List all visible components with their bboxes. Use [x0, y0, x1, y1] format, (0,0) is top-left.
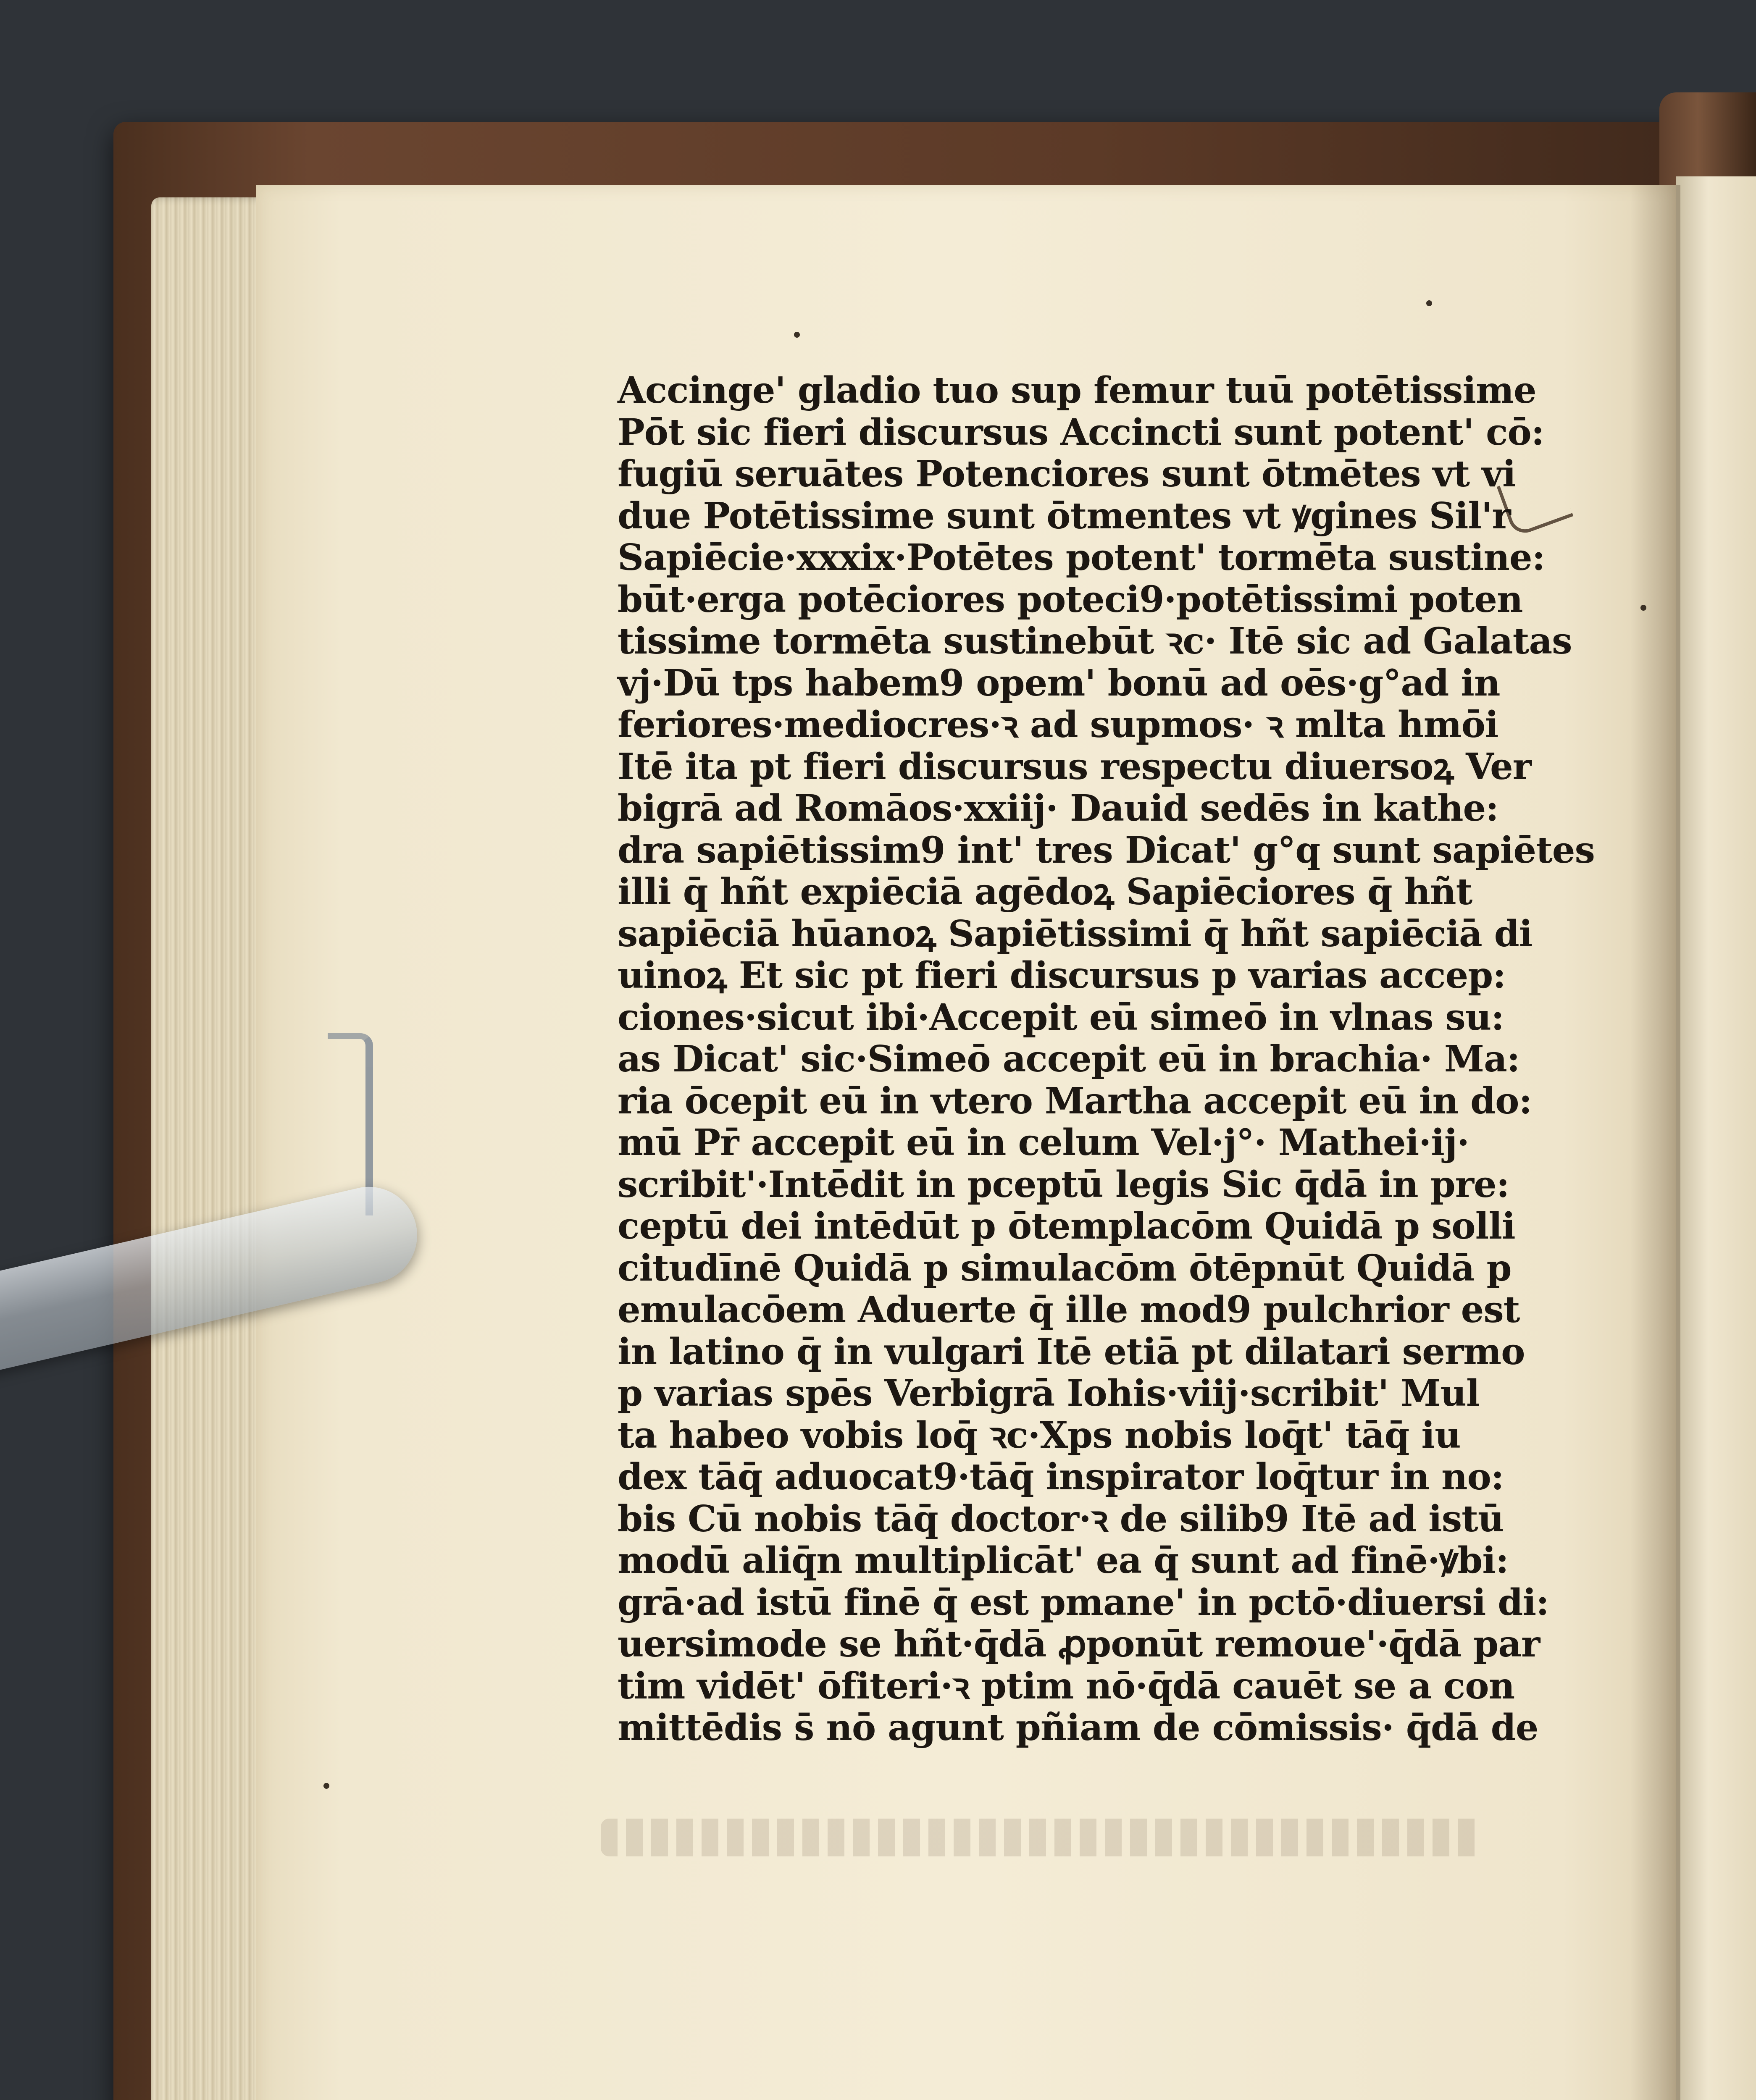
text-line: vj·Dū tps habem9 opem' bonū ad oēs·g°ad in [618, 662, 1500, 704]
text-line: fugiū seruātes Potenciores sunt ōtmētes vt vi [618, 453, 1516, 495]
text-line: uinoꝝ Et sic pt fieri discursus p varias accep: [618, 954, 1506, 997]
text-line: scribit'·Intēdit in pceptū legis Sic q̄dā in pre: [618, 1163, 1509, 1206]
text-line: ta habeo vobis loq̄ ꝛc·Xps nobis loq̄t' tāq̄ iu [618, 1414, 1461, 1457]
show-through-text [601, 1819, 1483, 1856]
stray-ink-dot [794, 332, 800, 338]
text-line: bigrā ad Romāos·xxiij· Dauid sedēs in kathe: [618, 787, 1498, 830]
text-line: illi q̄ hñt expiēciā agēdoꝝ Sapiēciores q̄ hñt [618, 871, 1472, 913]
text-line: dex tāq̄ aduocat9·tāq̄ inspirator loq̄tur in no: [618, 1456, 1504, 1498]
text-line: tissime tormēta sustinebūt ꝛc· Itē sic ad Galatas [618, 620, 1572, 662]
text-line: ria ōcepit eū in vtero Martha accepit eū in do: [618, 1079, 1532, 1122]
facing-page-edge [1676, 176, 1756, 2100]
text-line: Itē ita pt fieri discursus respectu diuersoꝝ Ver [618, 745, 1531, 788]
text-line: ciones·sicut ibi·Accepit eū simeō in vlnas su: [618, 996, 1504, 1039]
text-line: bis Cū nobis tāq̄ doctor·ꝛ de silib9 Itē ad istū [618, 1497, 1504, 1540]
text-line: tim vidēt' ōfiteri·ꝛ ptim nō·q̄dā cauēt se a con [618, 1664, 1515, 1707]
text-line: mū Pr̄ accepit eū in celum Vel·j°· Mathei·ij· [618, 1121, 1469, 1164]
text-line: ceptū dei intēdūt p ōtemplacōm Quidā p solli [618, 1205, 1515, 1247]
stray-ink-dot [1426, 300, 1432, 306]
stray-ink-dot [1640, 605, 1646, 611]
text-line: Pōt sic fieri discursus Accincti sunt potent' cō: [618, 411, 1544, 454]
text-line: dra sapiētissim9 int' tres Dicat' g°q sunt sapiētes [618, 829, 1595, 872]
text-line: due Potētissime sunt ōtmentes vt ꝟgines Sil'r [618, 494, 1511, 537]
text-line: in latino q̄ in vulgari Itē etiā pt dilatari sermo [618, 1330, 1525, 1373]
text-line: modū aliq̄n multiplicāt' ea q̄ sunt ad finē·ꝟbi: [618, 1539, 1509, 1582]
text-line: citudīnē Quidā p simulacōm ōtēpnūt Quidā p [618, 1247, 1512, 1289]
incunable-text-block [618, 369, 1595, 1749]
text-line: sapiēciā hūanoꝝ Sapiētissimi q̄ hñt sapiēciā di [618, 912, 1533, 955]
stray-ink-dot [323, 1783, 329, 1789]
text-line: uersimode se hñt·q̄dā ꝓponūt remoue'·q̄dā par [618, 1623, 1540, 1665]
text-line: grā·ad istū finē q̄ est pmane' in pctō·diuersi di: [618, 1581, 1549, 1624]
text-line: Accinge' gladio tuo sup femur tuū potētissime [618, 369, 1536, 412]
text-line: p varias spēs Verbigrā Iohis·viij·scribit' Mul [618, 1372, 1480, 1415]
gutter-shadow [1630, 185, 1680, 2100]
text-line: Sapiēcie·xxxix·Potētes potent' tormēta sustine: [618, 536, 1545, 579]
text-line: as Dicat' sic·Simeō accepit eū in brachia· Ma: [618, 1038, 1520, 1080]
text-line: emulacōem Aduerte q̄ ille mod9 pulchrior est [618, 1289, 1520, 1331]
text-line: būt·erga potēciores poteci9·potētissimi poten [618, 578, 1523, 621]
text-line: mittēdis s̄ nō agunt pñiam de cōmissis· q̄dā de [618, 1706, 1538, 1749]
text-line: feriores·mediocres·ꝛ ad supmos· ꝛ mlta hmōi [618, 704, 1498, 746]
